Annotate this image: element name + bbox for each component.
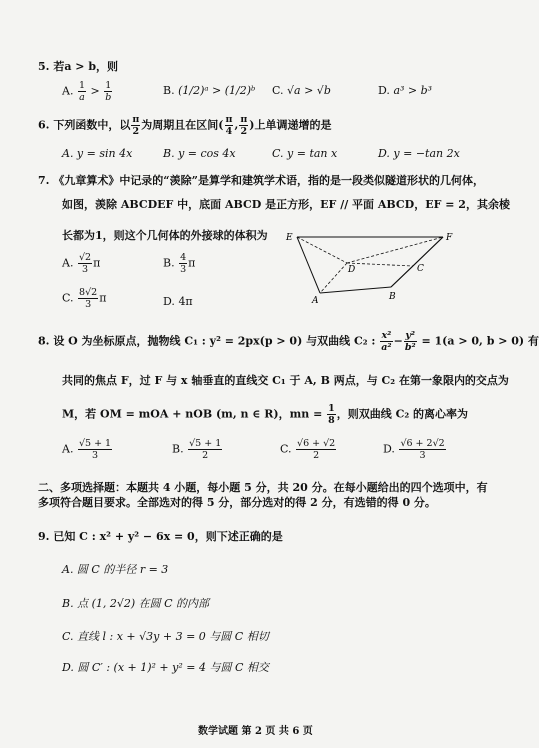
q8-option-a: A. $\frac{√5 + 1}{3}$ bbox=[62, 438, 112, 461]
label-C: C bbox=[417, 264, 424, 274]
q5-option-b: B. (1/2)ᵃ > (1/2)ᵇ bbox=[163, 84, 256, 97]
edge-EA bbox=[297, 237, 320, 293]
q6-option-d: D. y = −tan 2x bbox=[378, 147, 460, 160]
question-7-line3: 长都为1，则这个几何体的外接球的体积为 bbox=[62, 229, 268, 242]
question-7-line1: 7. 《九章算术》中记录的“羡除”是算学和建筑学术语，指的是一段类似隧道形状的几何体， bbox=[38, 174, 484, 187]
page-footer: 数学试题 第 2 页 共 6 页 bbox=[198, 726, 313, 737]
edge-ED bbox=[297, 237, 347, 263]
q8-option-d: D. $\frac{√6 + 2√2}{3}$ bbox=[383, 438, 445, 461]
q5-option-d: D. a³ > b³ bbox=[378, 84, 433, 97]
question-5-stem: 5. 若a > b，则 bbox=[38, 60, 119, 73]
q9-option-c: C. 直线 l : x + √3y + 3 = 0 与圆 C 相切 bbox=[62, 630, 269, 643]
question-8-line2: 共同的焦点 F，过 F 与 x 轴垂直的直线交 C₁ 于 A, B 两点，与 C₂ 在第一象限内的交点为 bbox=[62, 374, 509, 387]
edge-DF bbox=[347, 237, 443, 263]
section-2-header: 二、多项选择题：本题共 4 小题，每小题 5 分，共 20 分。在每小题给出的四个选项中，有多项符合题目要求。全部选对的得 5 分，部分选对的得 2 分，有选错的得 0 分。 bbox=[38, 481, 488, 509]
label-B: B bbox=[389, 292, 396, 302]
q5-option-c: C. √a > √b bbox=[272, 84, 331, 97]
label-A: A bbox=[312, 296, 319, 306]
question-8-line1: 8. 设 O 为坐标原点，抛物线 C₁ : y² = 2px(p > 0) 与双曲线 C₂ : $\frac{\text{x²}}{\text{a²}}$ − $\frac{\text{y²}}{\text{b²}}$ = 1(a > 0, b > 0) 有 bbox=[38, 330, 539, 353]
question-8-line3: M，若 OM = mOA + nOB (m, n ∈ R)，mn = $\frac{1}{8}$ ，则双曲线 C₂ 的离心率为 bbox=[62, 403, 469, 426]
q5-a-frac2: $\frac{1}{b}$ bbox=[105, 80, 112, 103]
q8-option-c: C. $\frac{√6 + √2}{2}$ bbox=[280, 438, 336, 461]
edge-BC bbox=[391, 266, 413, 287]
q7-option-b: B. $\frac{4}{3}$ π bbox=[163, 252, 196, 275]
label-E: E bbox=[286, 233, 293, 243]
q7-geometry-figure bbox=[285, 228, 465, 308]
edge-AB bbox=[320, 287, 391, 293]
q7-option-c: C. $\frac{8√2}{3}$ π bbox=[62, 287, 107, 310]
q9-option-d: D. 圆 C′ : (x + 1)² + y² = 4 与圆 C 相交 bbox=[62, 661, 269, 674]
question-7-line2: 如图，羡除 ABCDEF 中，底面 ABCD 是正方形，EF // 平面 ABCD，EF = 2，其余棱 bbox=[62, 198, 510, 211]
label-D: D bbox=[348, 265, 356, 275]
q5-a-frac1: $\frac{1}{a}$ bbox=[78, 80, 85, 103]
label-F: F bbox=[446, 233, 453, 243]
q5-option-a: A. $\frac{1}{a}$ > $\frac{1}{b}$ bbox=[62, 80, 112, 103]
edge-FC bbox=[413, 237, 443, 266]
q9-option-b: B. 点 (1, 2√2) 在圆 C 的内部 bbox=[62, 597, 210, 610]
q9-option-a: A. 圆 C 的半径 r = 3 bbox=[62, 563, 169, 576]
q7-option-d: D. 4π bbox=[163, 295, 193, 308]
q8-option-b: B. $\frac{√5 + 1}{2}$ bbox=[172, 438, 222, 461]
question-6-stem: 6. 下列函数中，以 $\frac{\pi}{2}$ 为周期且在区间( $\frac{\pi}{4}$ , $\frac{\pi}{2}$ )上单调递增的是 bbox=[38, 114, 332, 137]
q7-option-a: A. $\frac{√2}{3}$ π bbox=[62, 252, 101, 275]
q6-option-c: C. y = tan x bbox=[272, 147, 338, 160]
edge-DA bbox=[320, 263, 347, 293]
edge-DC bbox=[347, 263, 413, 266]
question-9-stem: 9. 已知 C : x² + y² − 6x = 0，则下述正确的是 bbox=[38, 530, 283, 543]
q6-option-b: B. y = cos 4x bbox=[163, 147, 236, 160]
q6-option-a: A. y = sin 4x bbox=[62, 147, 133, 160]
